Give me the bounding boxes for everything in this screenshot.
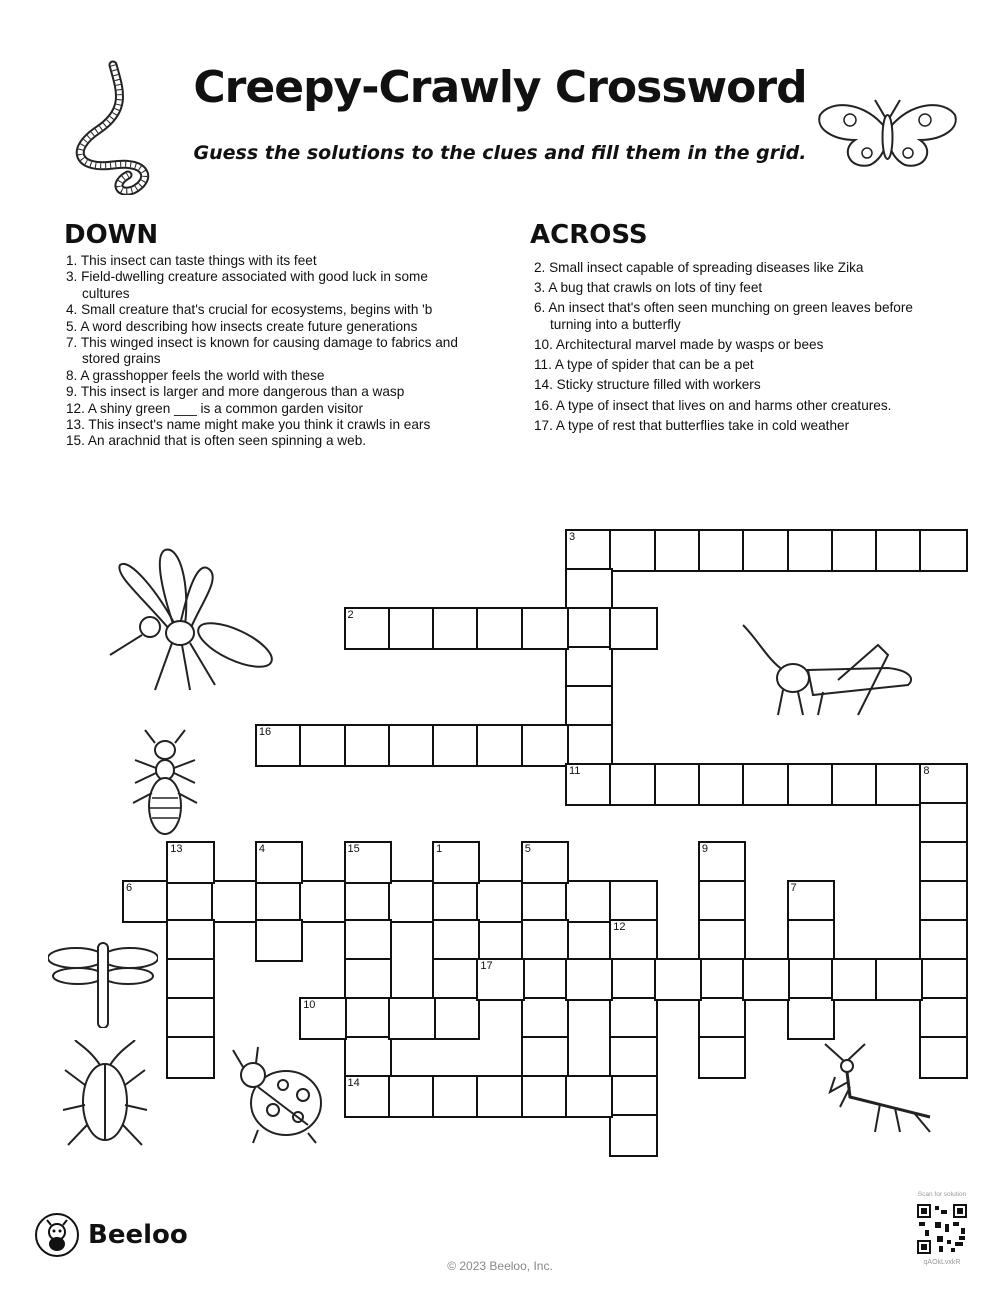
grid-cell[interactable] (388, 724, 436, 767)
grid-cell[interactable] (521, 724, 569, 767)
grid-cell[interactable] (166, 919, 214, 962)
clue-number: 6 (126, 882, 133, 894)
grid-cell[interactable] (698, 958, 746, 1001)
grid-cell[interactable] (787, 529, 835, 572)
grid-cell[interactable] (521, 607, 569, 650)
across-clue-list (534, 260, 914, 438)
grid-cell[interactable] (255, 724, 303, 767)
grasshopper-icon (738, 620, 918, 720)
cockroach-icon (60, 1040, 150, 1150)
grid-cell[interactable] (831, 529, 879, 572)
grid-cell[interactable] (211, 880, 259, 923)
grid-cell[interactable] (831, 763, 879, 806)
grid-cell[interactable] (388, 880, 436, 923)
grid-cell[interactable] (565, 724, 613, 767)
grid-cell[interactable] (432, 841, 480, 884)
clue-number: 10 (303, 999, 316, 1011)
grid-cell[interactable] (521, 919, 569, 962)
grid-cell[interactable] (609, 607, 657, 650)
grid-cell[interactable] (388, 1075, 436, 1118)
grid-cell[interactable] (344, 958, 392, 1001)
down-clue-list (66, 253, 466, 450)
grid-cell[interactable] (344, 1036, 392, 1079)
grid-cell[interactable] (919, 841, 967, 884)
grid-cell[interactable] (565, 607, 613, 650)
grid-cell[interactable] (919, 529, 967, 572)
grid-cell[interactable] (698, 997, 746, 1040)
ladybug-icon (228, 1045, 328, 1145)
grid-cell[interactable] (742, 958, 790, 1001)
grid-cell[interactable] (609, 958, 657, 1001)
down-heading: DOWN (64, 220, 159, 250)
across-clue: 14. Sticky structure filled with workers (534, 377, 761, 393)
grid-cell[interactable] (787, 880, 835, 923)
grid-cell[interactable] (388, 607, 436, 650)
worm-icon (58, 55, 158, 195)
grid-cell[interactable] (432, 997, 480, 1040)
mantis-icon (820, 1042, 935, 1137)
grid-cell[interactable] (299, 880, 347, 923)
grid-cell[interactable] (609, 919, 657, 962)
grid-cell[interactable] (166, 1036, 214, 1079)
qr-code-icon[interactable] (917, 1204, 967, 1254)
copyright: © 2023 Beeloo, Inc. (447, 1259, 553, 1273)
grid-cell[interactable] (609, 1075, 657, 1118)
grid-cell[interactable] (919, 763, 967, 806)
dragonfly-icon (48, 938, 158, 1028)
clue-number: 8 (923, 765, 930, 777)
grid-cell[interactable] (787, 919, 835, 962)
clue-number: 9 (701, 843, 709, 855)
down-clue: 15. An arachnid that is often seen spinning a web. (66, 433, 367, 449)
grid-cell[interactable] (166, 997, 214, 1040)
grid-cell[interactable] (476, 880, 524, 923)
down-clue: 12. A shiny green ___ is a common garden visitor (66, 400, 363, 416)
grid-cell[interactable] (255, 841, 303, 884)
down-clue: 1. This insect can taste things with its feet (66, 253, 317, 268)
grid-cell[interactable] (919, 919, 967, 962)
clue-number: 16 (258, 726, 272, 738)
bee-logo-icon (34, 1212, 80, 1258)
grid-cell[interactable] (299, 997, 347, 1040)
across-clue: 17. A type of rest that butterflies take in cold weather (534, 417, 850, 433)
grid-cell[interactable] (919, 958, 967, 1001)
across-clue: 11. A type of spider that can be a pet (534, 357, 754, 373)
grid-cell[interactable] (122, 880, 170, 923)
grid-cell[interactable] (344, 919, 392, 962)
grid-cell[interactable] (698, 919, 746, 962)
down-clue: 3. Field-dwelling creature associated with good luck in some cultures (66, 269, 428, 301)
grid-cell[interactable] (432, 958, 480, 1001)
grid-cell[interactable] (565, 1075, 613, 1118)
clue-number: 12 (613, 921, 626, 933)
grid-cell[interactable] (742, 529, 790, 572)
grid-cell[interactable] (432, 880, 480, 923)
grid-cell[interactable] (344, 1075, 392, 1118)
grid-cell[interactable] (875, 958, 923, 1001)
grid-cell[interactable] (476, 607, 524, 650)
clue-number: 11 (569, 765, 581, 777)
grid-cell[interactable] (432, 1075, 480, 1118)
grid-cell[interactable] (166, 958, 214, 1001)
grid-cell[interactable] (344, 841, 392, 884)
grid-cell[interactable] (565, 685, 613, 728)
grid-cell[interactable] (432, 607, 480, 650)
grid-cell[interactable] (698, 880, 746, 923)
down-clue: 7. This winged insect is known for causing damage to fabrics and stored grains (66, 335, 458, 367)
across-clue: 6. An insect that's often seen munching on green leaves before turning into a butterfly (534, 300, 913, 332)
clue-number: 17 (480, 960, 493, 972)
grid-cell[interactable] (609, 1036, 657, 1079)
qr-code-id: qAOkLvxkR (923, 1259, 961, 1266)
grid-cell[interactable] (344, 880, 392, 923)
qr-label: Scan for solution (917, 1191, 967, 1198)
grid-cell[interactable] (565, 763, 613, 806)
grid-cell[interactable] (476, 1075, 524, 1118)
grid-cell[interactable] (344, 997, 392, 1040)
clue-number: 2 (347, 609, 354, 621)
clue-number: 14 (347, 1077, 360, 1089)
grid-cell[interactable] (698, 529, 746, 572)
down-clue: 8. A grasshopper feels the world with these (66, 367, 325, 383)
clue-number: 7 (790, 882, 797, 894)
grid-cell[interactable] (565, 568, 613, 611)
grid-cell[interactable] (565, 529, 613, 572)
grid-cell[interactable] (609, 529, 657, 572)
grid-cell[interactable] (609, 1114, 657, 1157)
brand-logo (34, 1212, 188, 1258)
clue-number: 13 (170, 843, 183, 855)
grid-cell[interactable] (432, 724, 480, 767)
brand-name: Beeloo (88, 1220, 188, 1250)
grid-cell[interactable] (565, 958, 613, 1001)
grid-cell[interactable] (698, 841, 746, 884)
grid-cell[interactable] (654, 763, 702, 806)
grid-cell[interactable] (521, 958, 569, 1001)
termite-icon (130, 728, 200, 838)
page-subtitle: Guess the solutions to the clues and fill them in the grid. (193, 142, 807, 164)
grid-cell[interactable] (609, 880, 657, 923)
grid-cell[interactable] (255, 919, 303, 962)
across-clue: 10. Architectural marvel made by wasps or bees (534, 337, 824, 353)
grid-cell[interactable] (742, 763, 790, 806)
grid-cell[interactable] (787, 958, 835, 1001)
clue-number: 4 (258, 843, 266, 855)
grid-cell[interactable] (787, 763, 835, 806)
grid-cell[interactable] (166, 880, 214, 923)
grid-cell[interactable] (166, 841, 214, 884)
grid-cell[interactable] (565, 880, 613, 923)
grid-cell[interactable] (476, 958, 524, 1001)
page-title: Creepy-Crawly Crossword (193, 62, 807, 113)
grid-cell[interactable] (521, 1036, 569, 1079)
down-clue: 4. Small creature that's crucial for ecosystems, begins with 'b (66, 302, 433, 318)
across-clue: 2. Small insect capable of spreading diseases like Zika (534, 260, 864, 275)
clue-number: 1 (436, 843, 443, 855)
grid-cell[interactable] (919, 802, 967, 845)
across-heading: ACROSS (530, 220, 648, 250)
across-clue: 16. A type of insect that lives on and harms other creatures. (534, 397, 892, 413)
down-clue: 9. This insect is larger and more dangerous than a wasp (66, 384, 405, 400)
grid-cell[interactable] (255, 880, 303, 923)
grid-cell[interactable] (698, 1036, 746, 1079)
grid-cell[interactable] (919, 880, 967, 923)
grid-cell[interactable] (787, 997, 835, 1040)
grid-cell[interactable] (919, 997, 967, 1040)
grid-cell[interactable] (698, 763, 746, 806)
grid-cell[interactable] (344, 607, 392, 650)
grid-cell[interactable] (875, 763, 923, 806)
grid-cell[interactable] (521, 841, 569, 884)
clue-number: 3 (569, 531, 576, 543)
grid-cell[interactable] (565, 646, 613, 689)
grid-cell[interactable] (831, 958, 879, 1001)
grid-cell[interactable] (388, 997, 436, 1040)
grid-cell[interactable] (344, 724, 392, 767)
moth-icon (815, 95, 960, 175)
grid-cell[interactable] (875, 529, 923, 572)
grid-cell[interactable] (654, 958, 702, 1001)
grid-cell[interactable] (609, 763, 657, 806)
down-clue: 13. This insect's name might make you think it crawls in ears (66, 417, 431, 433)
grid-cell[interactable] (521, 880, 569, 923)
grid-cell[interactable] (609, 997, 657, 1040)
grid-cell[interactable] (299, 724, 347, 767)
grid-cell[interactable] (432, 919, 480, 962)
grid-cell[interactable] (521, 1075, 569, 1118)
clue-number: 5 (524, 843, 531, 855)
grid-cell[interactable] (476, 724, 524, 767)
grid-cell[interactable] (654, 529, 702, 572)
grid-cell[interactable] (521, 997, 569, 1040)
mosquito-icon (100, 545, 280, 695)
clue-number: 15 (347, 843, 360, 855)
across-clue: 3. A bug that crawls on lots of tiny feet (534, 280, 763, 296)
down-clue: 5. A word describing how insects create future generations (66, 318, 418, 334)
